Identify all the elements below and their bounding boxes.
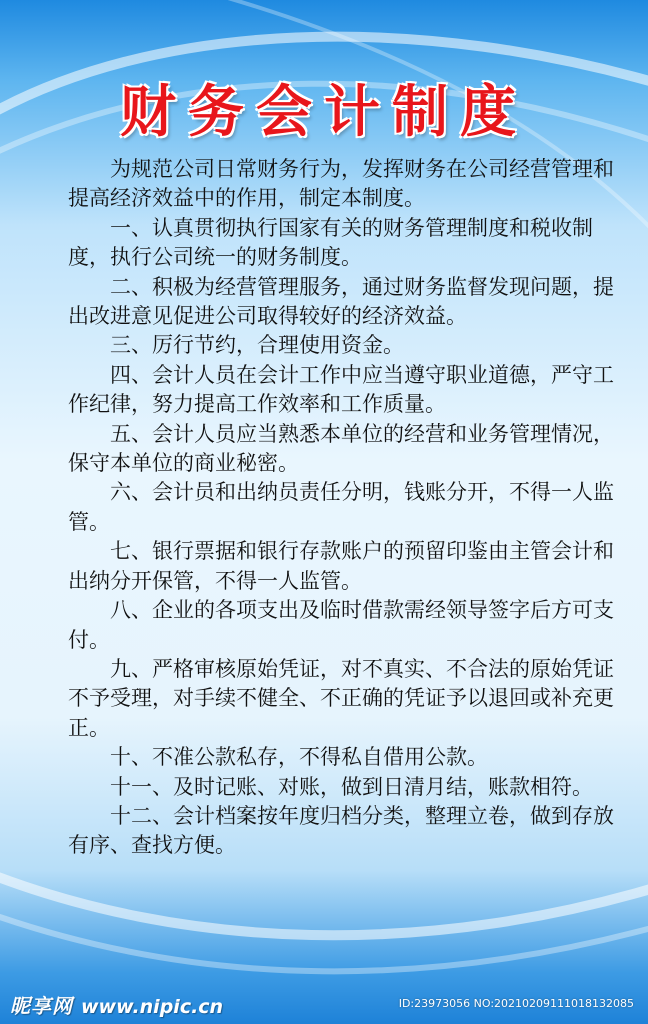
paragraph-item-12: 十二、会计档案按年度归档分类，整理立卷，做到存放有序、查找方便。 (68, 803, 614, 858)
paragraph-item-11: 十一、及时记账、对账，做到日清月结，账款相符。 (110, 774, 593, 799)
paragraph-item-4: 四、会计人员在会计工作中应当遵守职业道德，严守工作纪律，努力提高工作效率和工作质量。 (68, 362, 614, 417)
paragraph-item-5: 五、会计人员应当熟悉本单位的经营和业务管理情况，保守本单位的商业秘密。 (68, 421, 614, 476)
paragraph-item-10: 十、不准公款私存，不得私自借用公款。 (110, 745, 488, 770)
paragraph-intro: 为规范公司日常财务行为，发挥财务在公司经营管理和提高经济效益中的作用，制定本制度。 (68, 157, 614, 211)
paragraph-item-6: 六、会计员和出纳员责任分明，钱账分开，不得一人监管。 (68, 480, 614, 534)
paragraph-item-7: 七、银行票据和银行存款账户的预留印鉴由主管会计和出纳分开保管，不得一人监管。 (68, 539, 614, 593)
paragraph-item-8: 八、企业的各项支出及临时借款需经领导签字后方可支付。 (68, 598, 614, 652)
paragraph-item-2: 二、积极为经营管理服务，通过财务监督发现问题，提出改进意见促进公司取得较好的经济效益。 (68, 274, 614, 329)
paragraph-item-1: 一、认真贯彻执行国家有关的财务管理制度和税收制度，执行公司统一的财务制度。 (68, 215, 593, 270)
watermark-id: ID:23973056 NO:20210209111018132085 (398, 997, 634, 1010)
regulation-text (68, 155, 623, 861)
paragraph-item-9: 九、严格审核原始凭证，对不真实、不合法的原始凭证不予受理，对手续不健全、不正确的凭证予以退回或补充更正。 (68, 656, 614, 740)
page-title: 财务会计制度 (120, 79, 528, 145)
watermark-logo-url: www.nipic.cn (81, 996, 224, 1018)
watermark-logo-cn: 昵享网 (10, 994, 73, 1018)
watermark-logo (10, 990, 223, 1019)
paragraph-item-3: 三、厉行节约，合理使用资金。 (110, 333, 404, 358)
